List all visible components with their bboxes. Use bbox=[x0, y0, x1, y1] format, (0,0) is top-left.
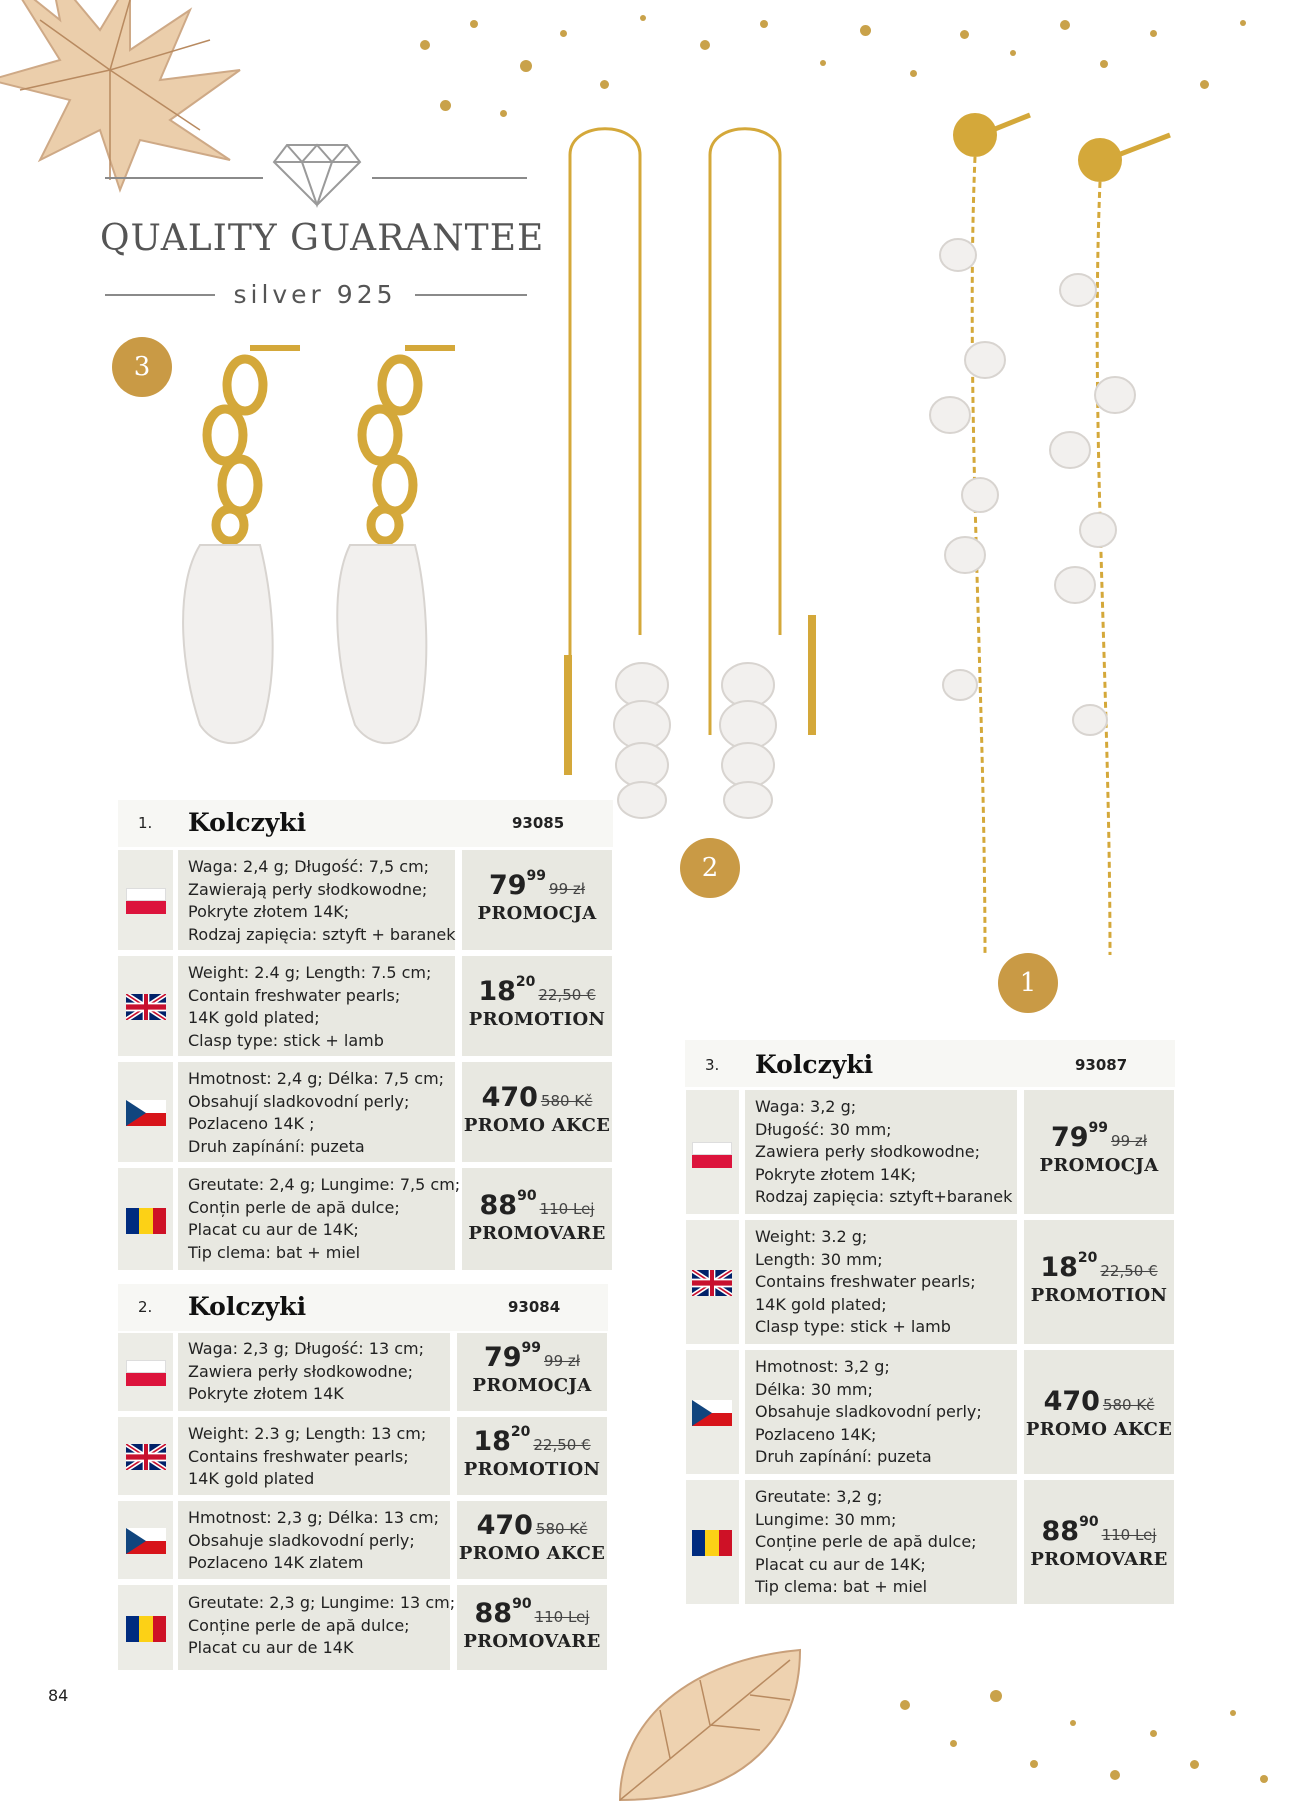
price-cents: 99 bbox=[1088, 1120, 1109, 1136]
price-block bbox=[462, 1082, 612, 1136]
price-main: 470 bbox=[481, 1082, 538, 1113]
uk-flag-icon bbox=[126, 994, 166, 1020]
quality-guarantee-title: QUALITY GUARANTEE bbox=[100, 218, 545, 259]
product-image-2 bbox=[550, 115, 840, 825]
product-code: 93084 bbox=[508, 1298, 561, 1316]
description-text: Waga: 3,2 g; Długość: 30 mm; Zawiera perły słodkowodne; Pokryte złotem 14K; Rodzaj zapięcia: sztyft+baranek bbox=[755, 1097, 1013, 1206]
price-cents: 90 bbox=[512, 1596, 532, 1612]
romania-flag-icon bbox=[126, 1208, 166, 1234]
price-cents: 20 bbox=[1077, 1250, 1098, 1266]
description-text: Greutate: 3,2 g; Lungime: 30 mm; Conține perle de apă dulce; Placat cu aur de 14K; Tip clema: bat + miel bbox=[755, 1487, 977, 1596]
price-block bbox=[1024, 1386, 1174, 1440]
price-block bbox=[462, 1190, 612, 1244]
price-block bbox=[457, 1342, 607, 1396]
promo-label: PROMOTION bbox=[1030, 1285, 1168, 1306]
romania-flag-icon bbox=[126, 1616, 166, 1642]
price-block bbox=[457, 1598, 607, 1652]
maple-leaf-decoration bbox=[0, 0, 300, 220]
uk-flag-icon bbox=[692, 1270, 732, 1296]
product-image-1 bbox=[910, 95, 1200, 975]
price-main: 18 bbox=[478, 976, 516, 1007]
product-image-3 bbox=[170, 325, 480, 765]
product-title: Kolczyki bbox=[755, 1050, 874, 1079]
old-price: 22,50 € bbox=[533, 1436, 591, 1454]
promo-label: PROMOTION bbox=[463, 1459, 601, 1480]
price-main: 79 bbox=[1050, 1122, 1089, 1153]
old-price: 110 Lej bbox=[534, 1608, 590, 1626]
page-number: 84 bbox=[48, 1686, 69, 1705]
description-text: Weight: 3.2 g; Length: 30 mm; Contains freshwater pearls; 14K gold plated; Clasp type: stick + lamb bbox=[755, 1227, 976, 1336]
czech-flag-icon bbox=[126, 1100, 166, 1126]
description-text: Hmotnost: 2,4 g; Délka: 7,5 cm; Obsahují sladkovodní perly; Pozlaceno 14K ; Druh zapínání: puzeta bbox=[188, 1069, 445, 1156]
promo-label: PROMO AKCE bbox=[1025, 1419, 1173, 1440]
poland-flag-icon bbox=[126, 1360, 166, 1386]
price-main: 18 bbox=[1040, 1252, 1078, 1283]
price-main: 88 bbox=[479, 1190, 518, 1221]
price-main: 79 bbox=[483, 1342, 522, 1373]
promo-label: PROMO AKCE bbox=[463, 1115, 611, 1136]
product-code: 93085 bbox=[512, 814, 565, 832]
product-number: 1. bbox=[138, 814, 153, 832]
header-rule-left bbox=[105, 177, 263, 179]
price-block bbox=[457, 1426, 607, 1480]
price-main: 470 bbox=[476, 1510, 533, 1541]
promo-label: PROMOVARE bbox=[468, 1223, 606, 1244]
silver-925-subtitle: silver 925 bbox=[233, 280, 397, 309]
price-block bbox=[462, 870, 612, 924]
price-cents: 20 bbox=[515, 974, 536, 990]
price-main: 18 bbox=[473, 1426, 511, 1457]
old-price: 99 zł bbox=[549, 880, 586, 898]
price-main: 470 bbox=[1043, 1386, 1100, 1417]
price-block bbox=[1024, 1516, 1174, 1570]
description-text: Greutate: 2,4 g; Lungime: 7,5 cm; Conțin perle de apă dulce; Placat cu aur de 14K; Tip clema: bat + miel bbox=[188, 1175, 461, 1262]
old-price: 580 Kč bbox=[540, 1092, 593, 1110]
price-main: 88 bbox=[474, 1598, 513, 1629]
header-rule-right bbox=[372, 177, 527, 179]
price-cents: 99 bbox=[521, 1340, 542, 1356]
price-block bbox=[462, 976, 612, 1030]
price-cents: 90 bbox=[517, 1188, 537, 1204]
promo-label: PROMOVARE bbox=[463, 1631, 601, 1652]
promo-label: PROMOVARE bbox=[1030, 1549, 1168, 1570]
old-price: 22,50 € bbox=[538, 986, 596, 1004]
old-price: 99 zł bbox=[1111, 1132, 1148, 1150]
promo-label: PROMOCJA bbox=[472, 1375, 592, 1396]
leaf-decoration-bottom bbox=[600, 1640, 860, 1810]
czech-flag-icon bbox=[692, 1400, 732, 1426]
product-title: Kolczyki bbox=[188, 1292, 307, 1321]
subtitle-rule-left bbox=[105, 294, 215, 296]
description-text: Weight: 2.3 g; Length: 13 cm; Contains freshwater pearls; 14K gold plated bbox=[188, 1424, 427, 1488]
price-block bbox=[1024, 1252, 1174, 1306]
price-cents: 99 bbox=[526, 868, 547, 884]
subtitle-rule-right bbox=[415, 294, 527, 296]
price-cents: 20 bbox=[510, 1424, 531, 1440]
price-main: 79 bbox=[488, 870, 527, 901]
poland-flag-icon bbox=[692, 1142, 732, 1168]
price-block bbox=[1024, 1122, 1174, 1176]
product-badge-1: 1 bbox=[998, 953, 1058, 1013]
product-number: 2. bbox=[138, 1298, 153, 1316]
description-text: Greutate: 2,3 g; Lungime: 13 cm; Conține perle de apă dulce; Placat cu aur de 14K bbox=[188, 1593, 456, 1657]
poland-flag-icon bbox=[126, 888, 166, 914]
description-text: Waga: 2,3 g; Długość: 13 cm; Zawiera perły słodkowodne; Pokryte złotem 14K bbox=[188, 1339, 424, 1403]
product-title: Kolczyki bbox=[188, 808, 307, 837]
description-text: Weight: 2.4 g; Length: 7.5 cm; Contain freshwater pearls; 14K gold plated; Clasp type: stick + lamb bbox=[188, 963, 432, 1050]
promo-label: PROMOCJA bbox=[1039, 1155, 1159, 1176]
product-code: 93087 bbox=[1075, 1056, 1128, 1074]
product-badge-2: 2 bbox=[680, 838, 740, 898]
price-main: 88 bbox=[1041, 1516, 1080, 1547]
old-price: 580 Kč bbox=[1102, 1396, 1155, 1414]
old-price: 22,50 € bbox=[1100, 1262, 1158, 1280]
price-cents: 90 bbox=[1079, 1514, 1099, 1530]
promo-label: PROMO AKCE bbox=[458, 1543, 606, 1564]
old-price: 99 zł bbox=[544, 1352, 581, 1370]
uk-flag-icon bbox=[126, 1444, 166, 1470]
price-block bbox=[457, 1510, 607, 1564]
product-badge-3: 3 bbox=[112, 337, 172, 397]
old-price: 110 Lej bbox=[539, 1200, 595, 1218]
promo-label: PROMOCJA bbox=[477, 903, 597, 924]
product-number: 3. bbox=[705, 1056, 720, 1074]
promo-label: PROMOTION bbox=[468, 1009, 606, 1030]
description-text: Waga: 2,4 g; Długość: 7,5 cm; Zawierają perły słodkowodne; Pokryte złotem 14K; Rodzaj zapięcia: sztyft + baranek bbox=[188, 857, 456, 944]
romania-flag-icon bbox=[692, 1530, 732, 1556]
description-text: Hmotnost: 2,3 g; Délka: 13 cm; Obsahuje sladkovodní perly; Pozlaceno 14K zlatem bbox=[188, 1508, 439, 1572]
old-price: 110 Lej bbox=[1101, 1526, 1157, 1544]
diamond-icon bbox=[272, 140, 362, 210]
old-price: 580 Kč bbox=[535, 1520, 588, 1538]
description-text: Hmotnost: 3,2 g; Délka: 30 mm; Obsahuje sladkovodní perly; Pozlaceno 14K; Druh zapínání: puzeta bbox=[755, 1357, 982, 1466]
czech-flag-icon bbox=[126, 1528, 166, 1554]
